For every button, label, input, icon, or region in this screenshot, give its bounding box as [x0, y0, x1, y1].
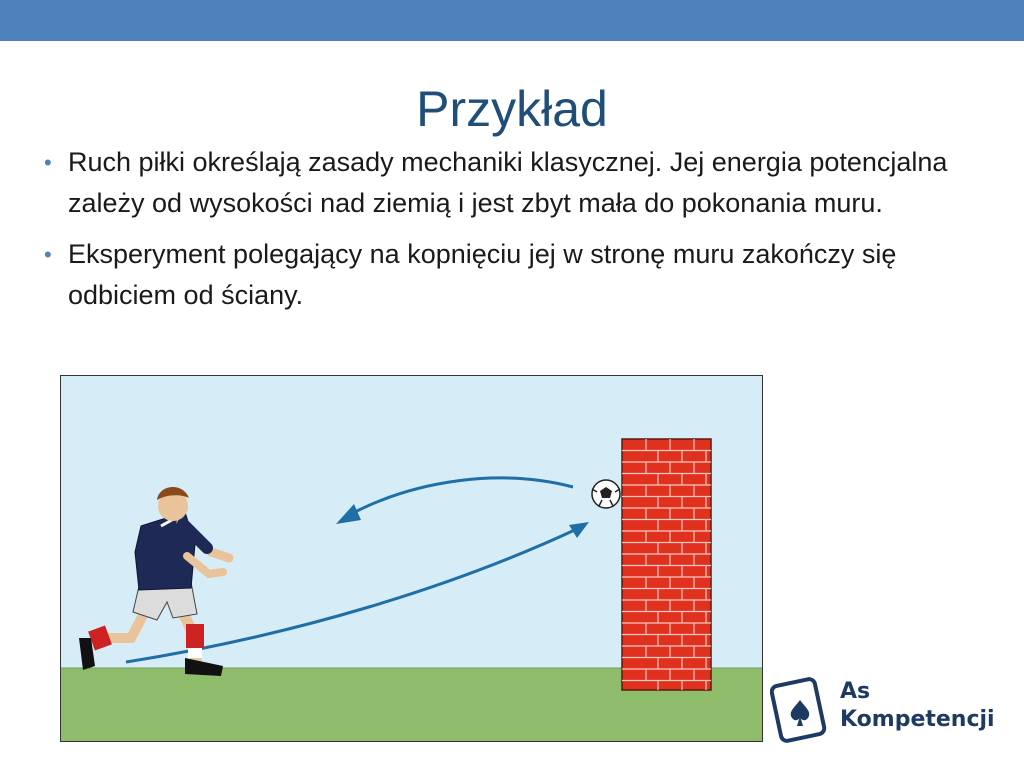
bullet-text: Ruch piłki określają zasady mechaniki klasycznej. Jej energia potencjalna zależy od wysokości nad ziemią i jest zbyt mała do pokonania muru.	[68, 147, 948, 218]
illustration-canvas	[61, 376, 762, 741]
spade-card-icon	[770, 672, 834, 744]
brick-wall	[622, 439, 711, 690]
slide-title: Przykład	[416, 81, 608, 137]
logo-line-2: Kompetencji	[840, 707, 995, 732]
soccer-ball-icon	[592, 480, 620, 508]
logo-line-1: As	[840, 679, 871, 704]
bullet-text: Eksperyment polegający na kopnięciu jej w stronę muru zakończy się odbiciem od ściany.	[68, 239, 897, 310]
kick-illustration	[60, 375, 763, 742]
bullet-icon: •	[44, 242, 52, 267]
logo-text	[840, 678, 995, 734]
bullet-item	[44, 142, 964, 224]
as-kompetencji-logo	[770, 672, 1010, 744]
bullet-icon: •	[44, 150, 52, 175]
top-accent-bar	[0, 0, 1024, 41]
bullet-list	[44, 142, 964, 326]
bullet-item	[44, 234, 964, 316]
